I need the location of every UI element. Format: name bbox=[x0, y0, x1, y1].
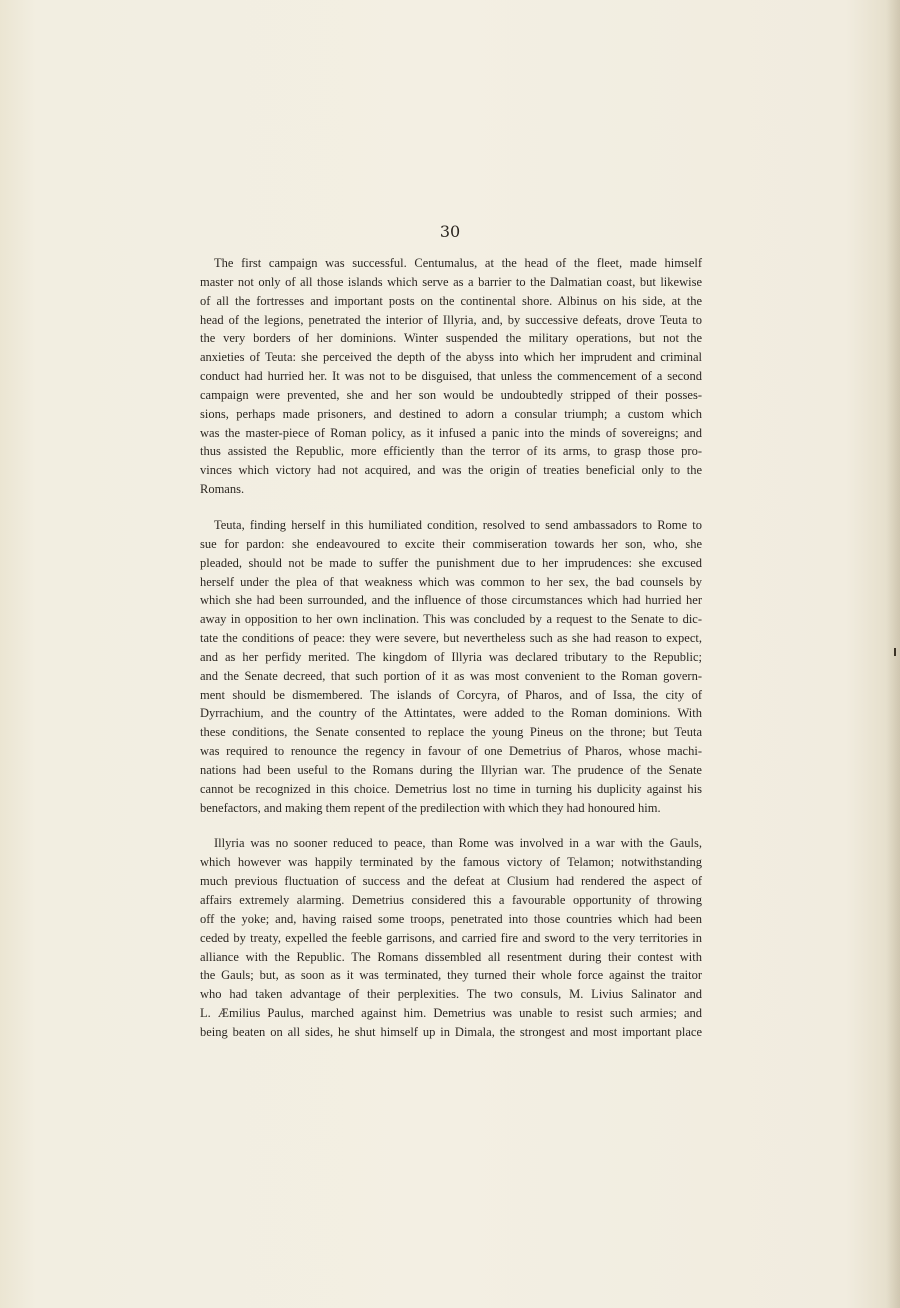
text-line: head of the legions, penetrated the interior of Illyria, and, by successive defeats, drove Teuta to bbox=[200, 312, 702, 327]
text-line: master not only of all those islands which serve as a barrier to the Dalmatian coast, but likewise bbox=[200, 274, 702, 289]
text-line: Dyrrachium, and the country of the Attintates, were added to the Roman dominions. With bbox=[200, 706, 702, 721]
page-edge-shadow bbox=[886, 0, 900, 1308]
text-line: campaign were prevented, she and her son would be undoubtedly stripped of their posses- bbox=[200, 387, 702, 402]
text-line: sue for pardon: she endeavoured to excite their commiseration towards her son, who, she bbox=[200, 536, 702, 551]
text-line: ceded by treaty, expelled the feeble garrisons, and carried fire and sword to the very territories in bbox=[200, 930, 702, 945]
page-number: 30 bbox=[439, 222, 461, 241]
paragraph bbox=[200, 834, 702, 1041]
text-line: the very borders of her dominions. Winter suspended the military operations, but not the bbox=[200, 331, 702, 346]
paragraph bbox=[200, 254, 702, 499]
text-line: thus assisted the Republic, more efficiently than the terror of its arms, to grasp those pro- bbox=[200, 444, 702, 459]
text-line: benefactors, and making them repent of the predilection with which they had honoured him. bbox=[200, 800, 661, 815]
text-line: tate the conditions of peace: they were severe, but nevertheless such as she had reason to expect, bbox=[200, 631, 702, 646]
text-line: the Gauls; but, as soon as it was terminated, they turned their whole force against the traitor bbox=[200, 968, 702, 983]
text-line: anxieties of Teuta: she perceived the depth of the abyss into which her imprudent and criminal bbox=[200, 350, 702, 365]
text-line: these conditions, the Senate consented to replace the young Pineus on the throne; but Teuta bbox=[200, 725, 702, 740]
text-line: Romans. bbox=[200, 482, 245, 497]
text-line: much previous fluctuation of success and the defeat at Clusium had rendered the aspect of bbox=[200, 874, 702, 889]
text-line: was required to renounce the regency in favour of one Demetrius of Pharos, whose machi- bbox=[200, 744, 702, 759]
text-line: sions, perhaps made prisoners, and destined to adorn a consular triumph; a custom which bbox=[200, 406, 702, 421]
edge-mark bbox=[894, 648, 896, 656]
text-line: was the master-piece of Roman policy, as it infused a panic into the minds of sovereigns; and bbox=[200, 425, 702, 440]
text-line: pleaded, should not be made to suffer the punishment due to her imprudences: she excused bbox=[200, 555, 702, 570]
text-line: off the yoke; and, having raised some troops, penetrated into those countries which had been bbox=[200, 911, 702, 926]
paragraph bbox=[200, 516, 702, 818]
text-line: and as her perfidy merited. The kingdom of Illyria was declared tributary to the Republic; bbox=[200, 649, 702, 664]
text-line: L. Æmilius Paulus, marched against him. Demetrius was unable to resist such armies; and bbox=[200, 1006, 702, 1021]
text-line: Illyria was no sooner reduced to peace, than Rome was involved in a war with the Gauls, bbox=[214, 836, 702, 851]
text-line: alliance with the Republic. The Romans dissembled all resentment during their contest with bbox=[200, 949, 702, 964]
text-line: conduct had hurried her. It was not to be disguised, that unless the commencement of a second bbox=[200, 369, 702, 384]
text-line: herself under the plea of that weakness which was common to her sex, the bad counsels by bbox=[200, 574, 702, 589]
text-line: ment should be dismembered. The islands of Corcyra, of Pharos, and of Issa, the city of bbox=[200, 687, 702, 702]
text-line: who had taken advantage of their perplexities. The two consuls, M. Livius Salinator and bbox=[200, 987, 702, 1002]
text-line: affairs extremely alarming. Demetrius considered this a favourable opportunity of throwing bbox=[200, 893, 702, 907]
text-line: which however was happily terminated by the famous victory of Telamon; notwithstanding bbox=[200, 855, 702, 870]
text-line: Teuta, finding herself in this humiliated condition, resolved to send ambassadors to Rome to bbox=[214, 517, 702, 532]
text-line: and the Senate decreed, that such portion of it as was most convenient to the Roman govern- bbox=[200, 668, 702, 683]
text-line: vinces which victory had not acquired, and was the origin of treaties beneficial only to the bbox=[200, 463, 702, 478]
text-line: of all the fortresses and important posts on the continental shore. Albinus on his side, at the bbox=[200, 293, 702, 308]
text-line: which she had been surrounded, and the influence of those circumstances which had hurried her bbox=[200, 593, 702, 608]
text-line: The first campaign was successful. Centumalus, at the head of the fleet, made himself bbox=[214, 256, 702, 270]
text-line: away in opposition to her own inclination. This was concluded by a request to the Senate to dic- bbox=[200, 612, 702, 627]
text-line: nations had been useful to the Romans during the Illyrian war. The prudence of the Senate bbox=[200, 762, 702, 777]
text-line: being beaten on all sides, he shut himself up in Dimala, the strongest and most important place bbox=[200, 1024, 702, 1039]
body-text bbox=[200, 254, 702, 1042]
text-line: cannot be recognized in this choice. Demetrius lost no time in turning his duplicity against his bbox=[200, 781, 702, 796]
